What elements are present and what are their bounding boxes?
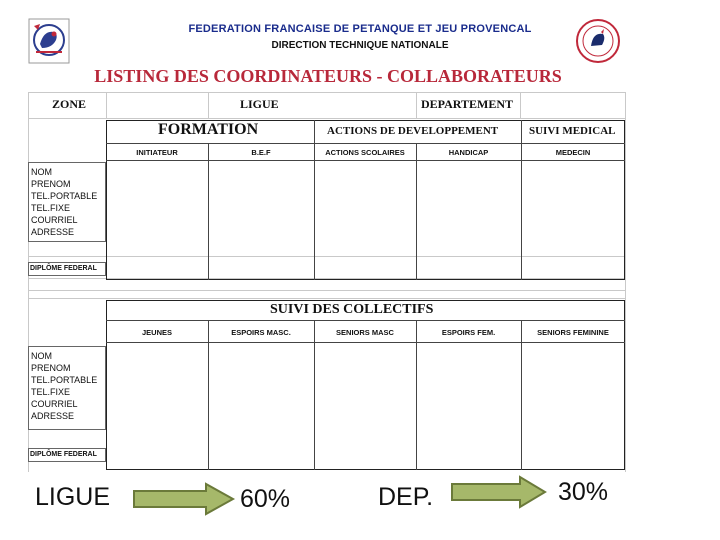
ligue-caption: LIGUE <box>35 483 111 511</box>
field-courriel-2: COURRIEL <box>31 399 78 409</box>
col-handicap: HANDICAP <box>448 148 489 157</box>
ligue-percentage: 60% <box>240 485 291 513</box>
departement-label: DEPARTEMENT <box>421 97 514 111</box>
field-tel-fixe-2: TEL.FIXE <box>31 387 71 397</box>
ligue-label: LIGUE <box>240 97 279 111</box>
col-jeunes: JEUNES <box>141 328 172 337</box>
actions-header: ACTIONS DE DEVELOPPEMENT <box>327 125 499 137</box>
diplome-label-1: DIPLÔME FEDERAL <box>30 265 97 272</box>
arrow-right-icon <box>132 481 236 517</box>
federation-title: FEDERATION FRANCAISE DE PETANQUE ET JEU PROVENCAL <box>188 23 532 35</box>
collectifs-table <box>106 300 625 470</box>
col-espoirs-masc: ESPOIRS MASC. <box>231 328 291 337</box>
field-courriel-1: COURRIEL <box>31 215 78 225</box>
col-seniors-masc: SENIORS MASC <box>336 328 394 337</box>
formation-header: FORMATION <box>158 121 259 138</box>
dep-caption: DEP. <box>378 483 434 511</box>
page-title: LISTING DES COORDINATEURS - COLLABORATEURS <box>94 66 562 86</box>
field-adresse-2: ADRESSE <box>31 411 75 421</box>
field-nom-1: NOM <box>31 167 52 177</box>
field-prenom-1: PRENOM <box>31 179 71 189</box>
col-bef: B.E.F <box>251 148 271 157</box>
formation-table <box>106 120 625 280</box>
zone-label: ZONE <box>52 97 87 111</box>
diplome-label-2: DIPLÔME FEDERAL <box>30 451 97 458</box>
fields-list-2 <box>31 350 97 422</box>
dep-percentage: 30% <box>558 478 609 506</box>
arrow-right-icon <box>450 475 548 509</box>
collectifs-header: SUIVI DES COLLECTIFS <box>270 302 434 317</box>
col-actions-scolaires: ACTIONS SCOLAIRES <box>325 148 405 157</box>
field-prenom-2: PRENOM <box>31 363 71 373</box>
suivi-medical-header: SUIVI MEDICAL <box>529 125 616 137</box>
fields-list-1 <box>31 166 97 238</box>
field-adresse-1: ADRESSE <box>31 227 75 237</box>
col-medecin: MEDECIN <box>555 148 591 157</box>
col-seniors-feminine: SENIORS FEMININE <box>537 328 609 337</box>
col-espoirs-fem: ESPOIRS FEM. <box>441 328 496 337</box>
field-nom-2: NOM <box>31 351 52 361</box>
direction-title: DIRECTION TECHNIQUE NATIONALE <box>271 40 449 51</box>
field-tel-portable-2: TEL.PORTABLE <box>31 375 98 385</box>
field-tel-fixe-1: TEL.FIXE <box>31 203 71 213</box>
col-initiateur: INITIATEUR <box>136 148 178 157</box>
field-tel-portable-1: TEL.PORTABLE <box>31 191 98 201</box>
